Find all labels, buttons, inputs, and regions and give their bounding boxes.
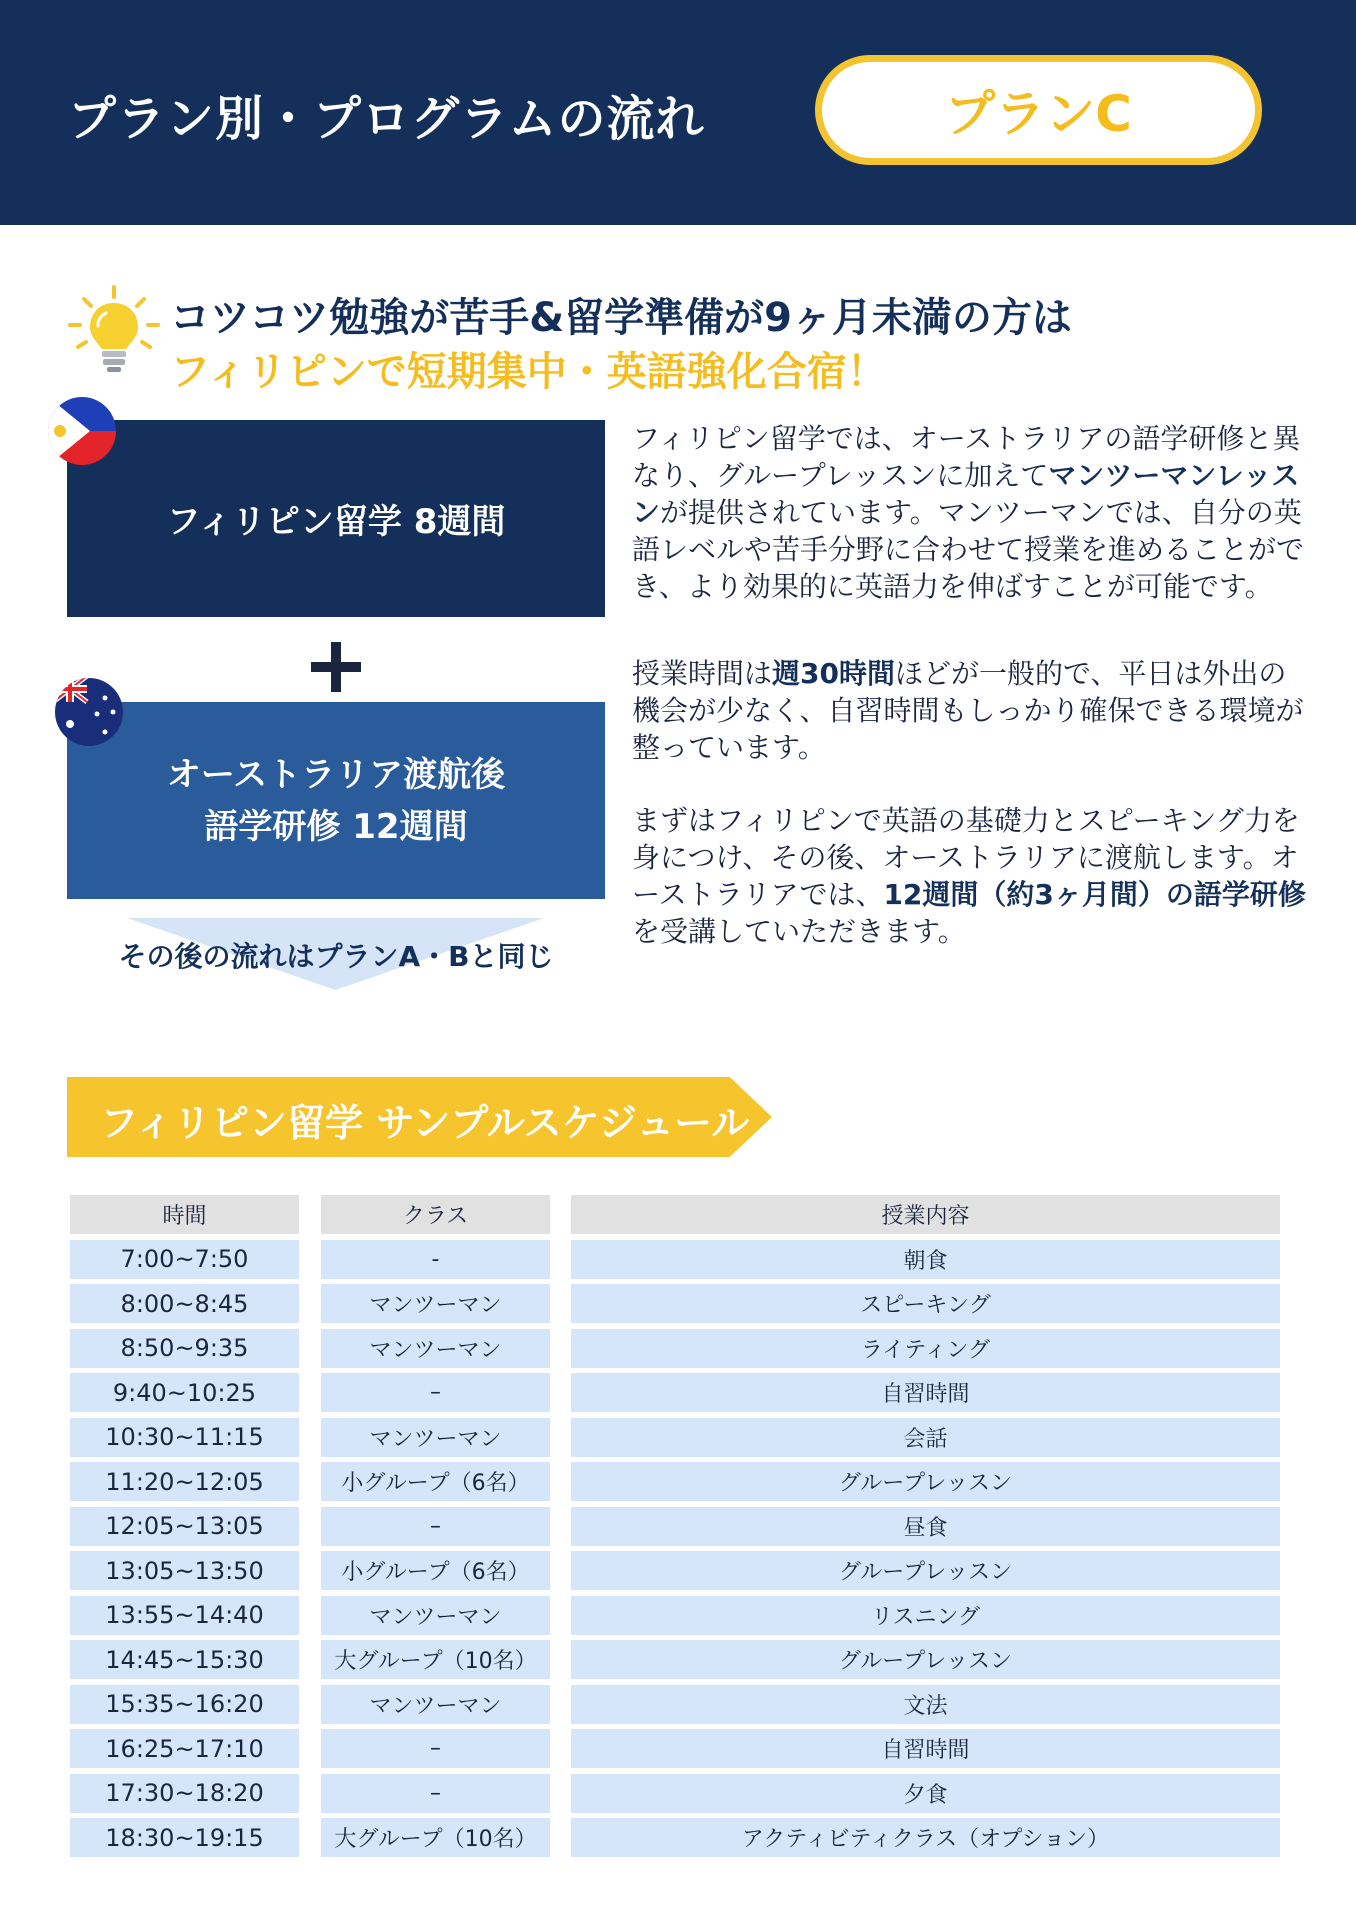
headline-line1: コツコツ勉強が苦手&留学準備が9ヶ月未満の方は [170,295,1072,341]
content-cell: リスニング [571,1596,1280,1635]
page-title: プラン別・プログラムの流れ [68,91,705,147]
description-paragraph-2: 授業時間は週30時間ほどが一般的で、平日は外出の機会が少なく、自習時間もしっかり確保できる環境が整っています。 [632,657,1304,764]
table-row [70,1284,1280,1323]
class-cell: – [321,1774,550,1813]
class-cell: 大グループ（10名） [321,1818,550,1857]
time-cell: 16:25~17:10 [70,1729,299,1768]
table-row [70,1418,1280,1457]
philippines-study-label: フィリピン留学 8週間 [166,502,506,542]
class-cell: マンツーマン [321,1418,550,1457]
table-row [70,1551,1280,1590]
time-cell: 7:00~7:50 [70,1240,299,1279]
table-row [70,1640,1280,1679]
time-cell: 13:55~14:40 [70,1596,299,1635]
description-paragraph-1: フィリピン留学では、オーストラリアの語学研修と異なり、グループレッスンに加えてマンツーマンレッスンが提供されています。マンツーマンでは、自分の英語レベルや苦手分野に合わせて授業を進めることができ、より効果的に英語力を伸ばすことが可能です。 [632,422,1305,603]
class-cell: マンツーマン [321,1284,550,1323]
table-row [70,1685,1280,1724]
headline-line2: フィリピンで短期集中・英語強化合宿！ [170,349,887,395]
philippines-flag-icon [46,395,118,467]
header-class: クラス [321,1195,550,1234]
australia-study-line1: オーストラリア渡航後 [166,754,506,795]
time-cell: 15:35~16:20 [70,1685,299,1724]
plan-badge: プランC [815,55,1262,165]
australia-study-box [67,702,605,899]
table-row [70,1818,1280,1857]
content-cell: 自習時間 [571,1729,1280,1768]
table-row [70,1462,1280,1501]
philippines-study-box [67,420,605,617]
table-row [70,1240,1280,1279]
class-cell: – [321,1507,550,1546]
header-time: 時間 [70,1195,299,1234]
flow-note: その後の流れはプランA・Bと同じ [118,940,554,973]
australia-study-line2: 語学研修 12週間 [204,806,468,847]
content-cell: グループレッスン [571,1640,1280,1679]
content-cell: スピーキング [571,1284,1280,1323]
content-cell: グループレッスン [571,1551,1280,1590]
table-row [70,1329,1280,1368]
table-row [70,1373,1280,1412]
table-row [70,1774,1280,1813]
header-content: 授業内容 [571,1195,1280,1234]
lightbulb-icon [68,285,160,377]
australia-flag-icon [53,676,125,748]
content-cell: 夕食 [571,1774,1280,1813]
time-cell: 17:30~18:20 [70,1774,299,1813]
time-cell: 13:05~13:50 [70,1551,299,1590]
table-row [70,1507,1280,1546]
table-row [70,1729,1280,1768]
class-cell: – [321,1729,550,1768]
class-cell: マンツーマン [321,1685,550,1724]
class-cell: マンツーマン [321,1329,550,1368]
class-cell: 小グループ（6名） [321,1462,550,1501]
content-cell: 会話 [571,1418,1280,1457]
time-cell: 10:30~11:15 [70,1418,299,1457]
content-cell: 文法 [571,1685,1280,1724]
description-paragraph-3: まずはフィリピンで英語の基礎力とスピーキング力を身につけ、その後、オーストラリアに渡航します。オーストラリアでは、12週間（約3ヶ月間）の語学研修を受講していただきます。 [632,804,1306,948]
time-cell: 11:20~12:05 [70,1462,299,1501]
time-cell: 8:00~8:45 [70,1284,299,1323]
content-cell: 自習時間 [571,1373,1280,1412]
table-row [70,1596,1280,1635]
content-cell: アクティビティクラス（オプション） [571,1818,1280,1857]
content-cell: グループレッスン [571,1462,1280,1501]
class-cell: 大グループ（10名） [321,1640,550,1679]
time-cell: 9:40~10:25 [70,1373,299,1412]
content-cell: ライティング [571,1329,1280,1368]
time-cell: 14:45~15:30 [70,1640,299,1679]
time-cell: 12:05~13:05 [70,1507,299,1546]
plus-icon [309,640,363,694]
class-cell: 小グループ（6名） [321,1551,550,1590]
class-cell: - [321,1240,550,1279]
schedule-title: フィリピン留学 サンプルスケジュール [100,1101,750,1145]
schedule-header-row [70,1195,1280,1234]
class-cell: マンツーマン [321,1596,550,1635]
class-cell: – [321,1373,550,1412]
time-cell: 8:50~9:35 [70,1329,299,1368]
content-cell: 朝食 [571,1240,1280,1279]
content-cell: 昼食 [571,1507,1280,1546]
time-cell: 18:30~19:15 [70,1818,299,1857]
page-header [0,0,1356,225]
